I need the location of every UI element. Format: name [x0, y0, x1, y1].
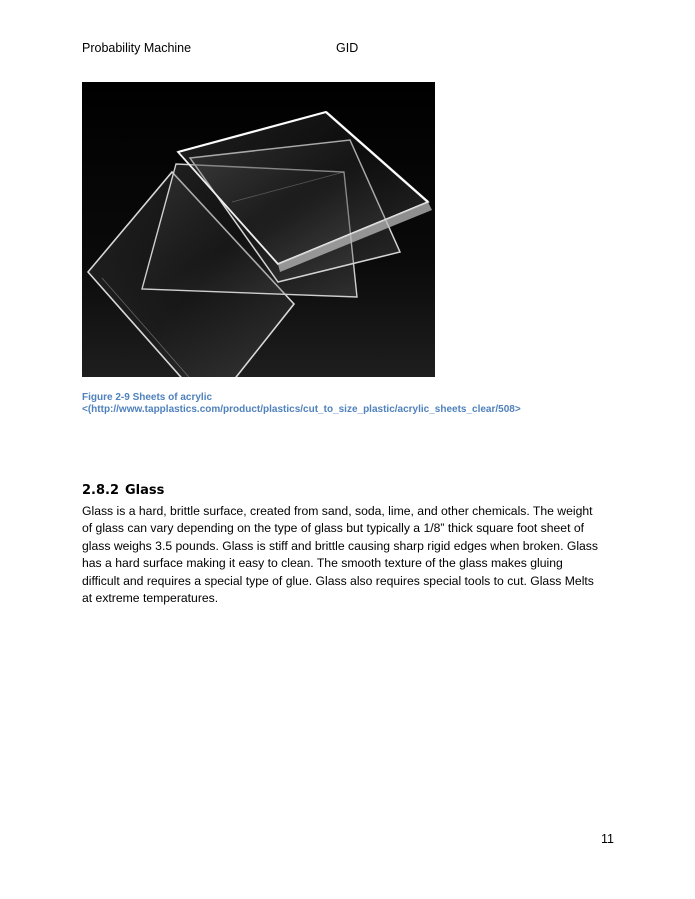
section-heading [82, 483, 164, 498]
acrylic-sheets-illustration [82, 82, 435, 377]
header-title: Probability Machine [82, 41, 192, 55]
paragraph-line: at extreme temperatures. [82, 591, 219, 606]
paragraph-line: glass weighs 3.5 pounds. Glass is stiff and brittle causing sharp rigid edges when broken. Glass [82, 538, 598, 553]
section-number: 2.8.2 [82, 483, 120, 498]
glass-paragraph [82, 503, 622, 607]
figure-caption [82, 392, 622, 416]
paragraph-line: Glass is a hard, brittle surface, created from sand, soda, lime, and other chemicals. The weight [82, 504, 593, 518]
paragraph-line: of glass can vary depending on the type of glass but typically a 1/8” thick square foot sheet of [82, 521, 585, 536]
header-org: GID [336, 41, 359, 55]
paragraph-line: difficult and requires a special type of glue. Glass also requires special tools to cut. Glass Melts [82, 573, 594, 588]
paragraph-line: has a hard surface making it easy to clean. The smooth texture of the glass makes gluing [82, 556, 563, 571]
figure-caption-source-link[interactable]: <(http://www.tapplastics.com/product/plastics/cut_to_size_plastic/acrylic_sheets_clear/508> [82, 404, 521, 415]
page-number: 11 [601, 832, 614, 846]
acrylic-sheets-photo [82, 82, 435, 377]
section-title: Glass [125, 483, 165, 498]
figure-caption-title: Figure 2-9 Sheets of acrylic [82, 392, 213, 403]
